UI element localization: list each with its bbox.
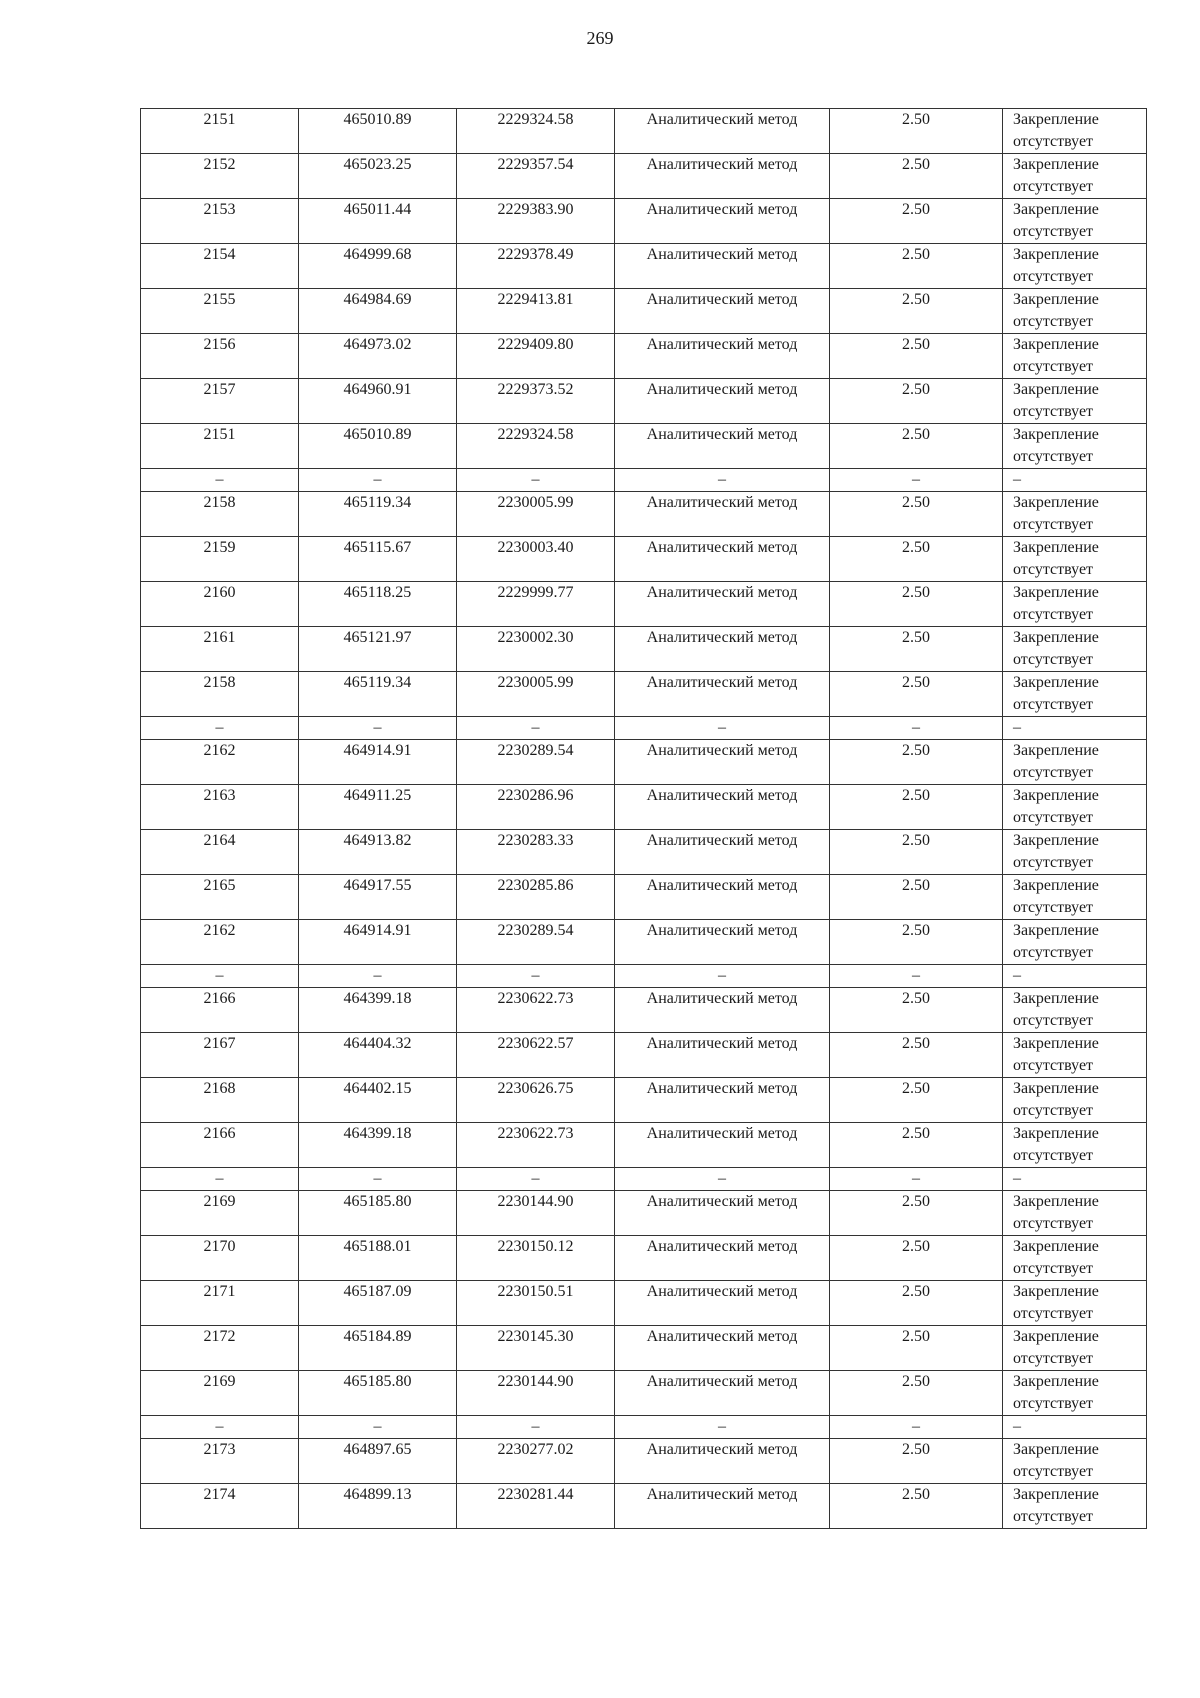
method-cell: Аналитический метод	[615, 199, 830, 244]
x-coordinate-cell: 464984.69	[299, 289, 457, 334]
point-number-cell: 2166	[141, 1123, 299, 1168]
table-row	[141, 1484, 1147, 1529]
marking-cell: Закрепление отсутствует	[1003, 1078, 1147, 1123]
x-coordinate-cell: 465119.34	[299, 672, 457, 717]
method-cell: Аналитический метод	[615, 1236, 830, 1281]
y-coordinate-cell: 2230002.30	[457, 627, 615, 672]
table-row	[141, 1033, 1147, 1078]
separator-row	[141, 469, 1147, 492]
point-number-cell: 2172	[141, 1326, 299, 1371]
separator-cell: –	[1003, 1168, 1147, 1191]
x-coordinate-cell: 465010.89	[299, 424, 457, 469]
x-coordinate-cell: 465119.34	[299, 492, 457, 537]
method-cell: Аналитический метод	[615, 1439, 830, 1484]
y-coordinate-cell: 2230150.51	[457, 1281, 615, 1326]
y-coordinate-cell: 2230286.96	[457, 785, 615, 830]
y-coordinate-cell: 2229409.80	[457, 334, 615, 379]
y-coordinate-cell: 2229383.90	[457, 199, 615, 244]
marking-cell: Закрепление отсутствует	[1003, 920, 1147, 965]
x-coordinate-cell: 464913.82	[299, 830, 457, 875]
method-cell: Аналитический метод	[615, 740, 830, 785]
table-row	[141, 988, 1147, 1033]
separator-row	[141, 965, 1147, 988]
y-coordinate-cell: 2230285.86	[457, 875, 615, 920]
method-cell: Аналитический метод	[615, 988, 830, 1033]
point-number-cell: 2164	[141, 830, 299, 875]
separator-cell: –	[141, 965, 299, 988]
point-number-cell: 2158	[141, 672, 299, 717]
accuracy-cell: 2.50	[830, 289, 1003, 334]
table-row	[141, 582, 1147, 627]
separator-cell: –	[457, 1168, 615, 1191]
y-coordinate-cell: 2229413.81	[457, 289, 615, 334]
point-number-cell: 2162	[141, 740, 299, 785]
x-coordinate-cell: 465187.09	[299, 1281, 457, 1326]
accuracy-cell: 2.50	[830, 1281, 1003, 1326]
y-coordinate-cell: 2230622.73	[457, 988, 615, 1033]
table-row	[141, 1439, 1147, 1484]
separator-cell: –	[615, 1168, 830, 1191]
y-coordinate-cell: 2230289.54	[457, 920, 615, 965]
marking-cell: Закрепление отсутствует	[1003, 988, 1147, 1033]
method-cell: Аналитический метод	[615, 1123, 830, 1168]
marking-cell: Закрепление отсутствует	[1003, 154, 1147, 199]
method-cell: Аналитический метод	[615, 1033, 830, 1078]
separator-cell: –	[299, 1416, 457, 1439]
x-coordinate-cell: 465188.01	[299, 1236, 457, 1281]
point-number-cell: 2163	[141, 785, 299, 830]
separator-cell: –	[141, 1416, 299, 1439]
y-coordinate-cell: 2230283.33	[457, 830, 615, 875]
y-coordinate-cell: 2230144.90	[457, 1191, 615, 1236]
point-number-cell: 2158	[141, 492, 299, 537]
point-number-cell: 2156	[141, 334, 299, 379]
marking-cell: Закрепление отсутствует	[1003, 1281, 1147, 1326]
y-coordinate-cell: 2230005.99	[457, 492, 615, 537]
x-coordinate-cell: 465185.80	[299, 1191, 457, 1236]
marking-cell: Закрепление отсутствует	[1003, 1371, 1147, 1416]
y-coordinate-cell: 2229378.49	[457, 244, 615, 289]
accuracy-cell: 2.50	[830, 785, 1003, 830]
method-cell: Аналитический метод	[615, 875, 830, 920]
separator-cell: –	[299, 717, 457, 740]
y-coordinate-cell: 2229324.58	[457, 424, 615, 469]
x-coordinate-cell: 465118.25	[299, 582, 457, 627]
method-cell: Аналитический метод	[615, 379, 830, 424]
accuracy-cell: 2.50	[830, 492, 1003, 537]
separator-cell: –	[615, 469, 830, 492]
separator-cell: –	[1003, 469, 1147, 492]
point-number-cell: 2173	[141, 1439, 299, 1484]
table-row	[141, 785, 1147, 830]
accuracy-cell: 2.50	[830, 334, 1003, 379]
separator-cell: –	[830, 717, 1003, 740]
page-number: 269	[586, 28, 614, 48]
accuracy-cell: 2.50	[830, 582, 1003, 627]
method-cell: Аналитический метод	[615, 334, 830, 379]
table-row	[141, 672, 1147, 717]
x-coordinate-cell: 465184.89	[299, 1326, 457, 1371]
y-coordinate-cell: 2229324.58	[457, 109, 615, 154]
marking-cell: Закрепление отсутствует	[1003, 875, 1147, 920]
x-coordinate-cell: 465023.25	[299, 154, 457, 199]
accuracy-cell: 2.50	[830, 424, 1003, 469]
accuracy-cell: 2.50	[830, 1326, 1003, 1371]
separator-cell: –	[615, 1416, 830, 1439]
y-coordinate-cell: 2229373.52	[457, 379, 615, 424]
separator-cell: –	[299, 469, 457, 492]
marking-cell: Закрепление отсутствует	[1003, 1484, 1147, 1529]
table-row	[141, 1281, 1147, 1326]
x-coordinate-cell: 464399.18	[299, 988, 457, 1033]
table-row	[141, 379, 1147, 424]
y-coordinate-cell: 2230289.54	[457, 740, 615, 785]
method-cell: Аналитический метод	[615, 582, 830, 627]
x-coordinate-cell: 465185.80	[299, 1371, 457, 1416]
table-row	[141, 1371, 1147, 1416]
table-row	[141, 244, 1147, 289]
point-number-cell: 2165	[141, 875, 299, 920]
y-coordinate-cell: 2230003.40	[457, 537, 615, 582]
marking-cell: Закрепление отсутствует	[1003, 1123, 1147, 1168]
y-coordinate-cell: 2230145.30	[457, 1326, 615, 1371]
method-cell: Аналитический метод	[615, 1371, 830, 1416]
table-row	[141, 1236, 1147, 1281]
accuracy-cell: 2.50	[830, 1033, 1003, 1078]
point-number-cell: 2170	[141, 1236, 299, 1281]
y-coordinate-cell: 2230626.75	[457, 1078, 615, 1123]
point-number-cell: 2160	[141, 582, 299, 627]
point-number-cell: 2159	[141, 537, 299, 582]
marking-cell: Закрепление отсутствует	[1003, 627, 1147, 672]
separator-cell: –	[141, 469, 299, 492]
y-coordinate-cell: 2230144.90	[457, 1371, 615, 1416]
x-coordinate-cell: 465115.67	[299, 537, 457, 582]
coordinates-table-body	[141, 109, 1147, 1529]
table-row	[141, 875, 1147, 920]
accuracy-cell: 2.50	[830, 740, 1003, 785]
table-row	[141, 1123, 1147, 1168]
y-coordinate-cell: 2230005.99	[457, 672, 615, 717]
x-coordinate-cell: 464917.55	[299, 875, 457, 920]
point-number-cell: 2168	[141, 1078, 299, 1123]
x-coordinate-cell: 465011.44	[299, 199, 457, 244]
point-number-cell: 2166	[141, 988, 299, 1033]
point-number-cell: 2157	[141, 379, 299, 424]
method-cell: Аналитический метод	[615, 830, 830, 875]
y-coordinate-cell: 2230622.57	[457, 1033, 615, 1078]
method-cell: Аналитический метод	[615, 1281, 830, 1326]
separator-cell: –	[615, 717, 830, 740]
separator-cell: –	[299, 965, 457, 988]
x-coordinate-cell: 464899.13	[299, 1484, 457, 1529]
method-cell: Аналитический метод	[615, 920, 830, 965]
marking-cell: Закрепление отсутствует	[1003, 244, 1147, 289]
point-number-cell: 2155	[141, 289, 299, 334]
separator-row	[141, 1416, 1147, 1439]
accuracy-cell: 2.50	[830, 988, 1003, 1033]
method-cell: Аналитический метод	[615, 109, 830, 154]
accuracy-cell: 2.50	[830, 672, 1003, 717]
marking-cell: Закрепление отсутствует	[1003, 334, 1147, 379]
y-coordinate-cell: 2230150.12	[457, 1236, 615, 1281]
marking-cell: Закрепление отсутствует	[1003, 785, 1147, 830]
separator-cell: –	[141, 717, 299, 740]
method-cell: Аналитический метод	[615, 627, 830, 672]
accuracy-cell: 2.50	[830, 627, 1003, 672]
marking-cell: Закрепление отсутствует	[1003, 1326, 1147, 1371]
marking-cell: Закрепление отсутствует	[1003, 1439, 1147, 1484]
separator-row	[141, 1168, 1147, 1191]
separator-row	[141, 717, 1147, 740]
table-row	[141, 1191, 1147, 1236]
y-coordinate-cell: 2230277.02	[457, 1439, 615, 1484]
accuracy-cell: 2.50	[830, 1484, 1003, 1529]
y-coordinate-cell: 2229357.54	[457, 154, 615, 199]
table-row	[141, 1078, 1147, 1123]
point-number-cell: 2162	[141, 920, 299, 965]
marking-cell: Закрепление отсутствует	[1003, 379, 1147, 424]
accuracy-cell: 2.50	[830, 1123, 1003, 1168]
marking-cell: Закрепление отсутствует	[1003, 492, 1147, 537]
separator-cell: –	[1003, 1416, 1147, 1439]
table-row	[141, 289, 1147, 334]
separator-cell: –	[615, 965, 830, 988]
method-cell: Аналитический метод	[615, 154, 830, 199]
x-coordinate-cell: 464911.25	[299, 785, 457, 830]
separator-cell: –	[141, 1168, 299, 1191]
accuracy-cell: 2.50	[830, 537, 1003, 582]
table-row	[141, 920, 1147, 965]
x-coordinate-cell: 464399.18	[299, 1123, 457, 1168]
table-row	[141, 830, 1147, 875]
method-cell: Аналитический метод	[615, 492, 830, 537]
accuracy-cell: 2.50	[830, 920, 1003, 965]
method-cell: Аналитический метод	[615, 1484, 830, 1529]
accuracy-cell: 2.50	[830, 830, 1003, 875]
point-number-cell: 2169	[141, 1191, 299, 1236]
point-number-cell: 2174	[141, 1484, 299, 1529]
point-number-cell: 2151	[141, 424, 299, 469]
x-coordinate-cell: 464404.32	[299, 1033, 457, 1078]
marking-cell: Закрепление отсутствует	[1003, 1033, 1147, 1078]
marking-cell: Закрепление отсутствует	[1003, 199, 1147, 244]
x-coordinate-cell: 464914.91	[299, 920, 457, 965]
marking-cell: Закрепление отсутствует	[1003, 109, 1147, 154]
table-row	[141, 154, 1147, 199]
point-number-cell: 2171	[141, 1281, 299, 1326]
separator-cell: –	[457, 469, 615, 492]
accuracy-cell: 2.50	[830, 1191, 1003, 1236]
table-row	[141, 492, 1147, 537]
separator-cell: –	[830, 469, 1003, 492]
method-cell: Аналитический метод	[615, 289, 830, 334]
table-row	[141, 424, 1147, 469]
x-coordinate-cell: 465010.89	[299, 109, 457, 154]
table-row	[141, 740, 1147, 785]
table-row	[141, 1326, 1147, 1371]
marking-cell: Закрепление отсутствует	[1003, 672, 1147, 717]
accuracy-cell: 2.50	[830, 379, 1003, 424]
table-row	[141, 537, 1147, 582]
x-coordinate-cell: 464914.91	[299, 740, 457, 785]
x-coordinate-cell: 464973.02	[299, 334, 457, 379]
x-coordinate-cell: 464960.91	[299, 379, 457, 424]
accuracy-cell: 2.50	[830, 1439, 1003, 1484]
accuracy-cell: 2.50	[830, 244, 1003, 289]
separator-cell: –	[830, 965, 1003, 988]
y-coordinate-cell: 2229999.77	[457, 582, 615, 627]
table-row	[141, 334, 1147, 379]
coordinates-table	[140, 108, 1147, 1529]
separator-cell: –	[457, 965, 615, 988]
point-number-cell: 2153	[141, 199, 299, 244]
separator-cell: –	[830, 1416, 1003, 1439]
marking-cell: Закрепление отсутствует	[1003, 289, 1147, 334]
y-coordinate-cell: 2230622.73	[457, 1123, 615, 1168]
marking-cell: Закрепление отсутствует	[1003, 1236, 1147, 1281]
x-coordinate-cell: 464897.65	[299, 1439, 457, 1484]
method-cell: Аналитический метод	[615, 1326, 830, 1371]
method-cell: Аналитический метод	[615, 1078, 830, 1123]
accuracy-cell: 2.50	[830, 109, 1003, 154]
marking-cell: Закрепление отсутствует	[1003, 424, 1147, 469]
separator-cell: –	[457, 717, 615, 740]
separator-cell: –	[1003, 965, 1147, 988]
point-number-cell: 2154	[141, 244, 299, 289]
accuracy-cell: 2.50	[830, 875, 1003, 920]
method-cell: Аналитический метод	[615, 785, 830, 830]
accuracy-cell: 2.50	[830, 1371, 1003, 1416]
method-cell: Аналитический метод	[615, 537, 830, 582]
marking-cell: Закрепление отсутствует	[1003, 740, 1147, 785]
point-number-cell: 2152	[141, 154, 299, 199]
marking-cell: Закрепление отсутствует	[1003, 582, 1147, 627]
method-cell: Аналитический метод	[615, 424, 830, 469]
y-coordinate-cell: 2230281.44	[457, 1484, 615, 1529]
method-cell: Аналитический метод	[615, 244, 830, 289]
marking-cell: Закрепление отсутствует	[1003, 537, 1147, 582]
marking-cell: Закрепление отсутствует	[1003, 830, 1147, 875]
point-number-cell: 2151	[141, 109, 299, 154]
x-coordinate-cell: 465121.97	[299, 627, 457, 672]
table-row	[141, 109, 1147, 154]
point-number-cell: 2161	[141, 627, 299, 672]
separator-cell: –	[1003, 717, 1147, 740]
accuracy-cell: 2.50	[830, 1078, 1003, 1123]
separator-cell: –	[299, 1168, 457, 1191]
table-row	[141, 627, 1147, 672]
point-number-cell: 2167	[141, 1033, 299, 1078]
separator-cell: –	[457, 1416, 615, 1439]
x-coordinate-cell: 464402.15	[299, 1078, 457, 1123]
accuracy-cell: 2.50	[830, 154, 1003, 199]
point-number-cell: 2169	[141, 1371, 299, 1416]
accuracy-cell: 2.50	[830, 1236, 1003, 1281]
method-cell: Аналитический метод	[615, 1191, 830, 1236]
marking-cell: Закрепление отсутствует	[1003, 1191, 1147, 1236]
method-cell: Аналитический метод	[615, 672, 830, 717]
x-coordinate-cell: 464999.68	[299, 244, 457, 289]
separator-cell: –	[830, 1168, 1003, 1191]
table-row	[141, 199, 1147, 244]
accuracy-cell: 2.50	[830, 199, 1003, 244]
